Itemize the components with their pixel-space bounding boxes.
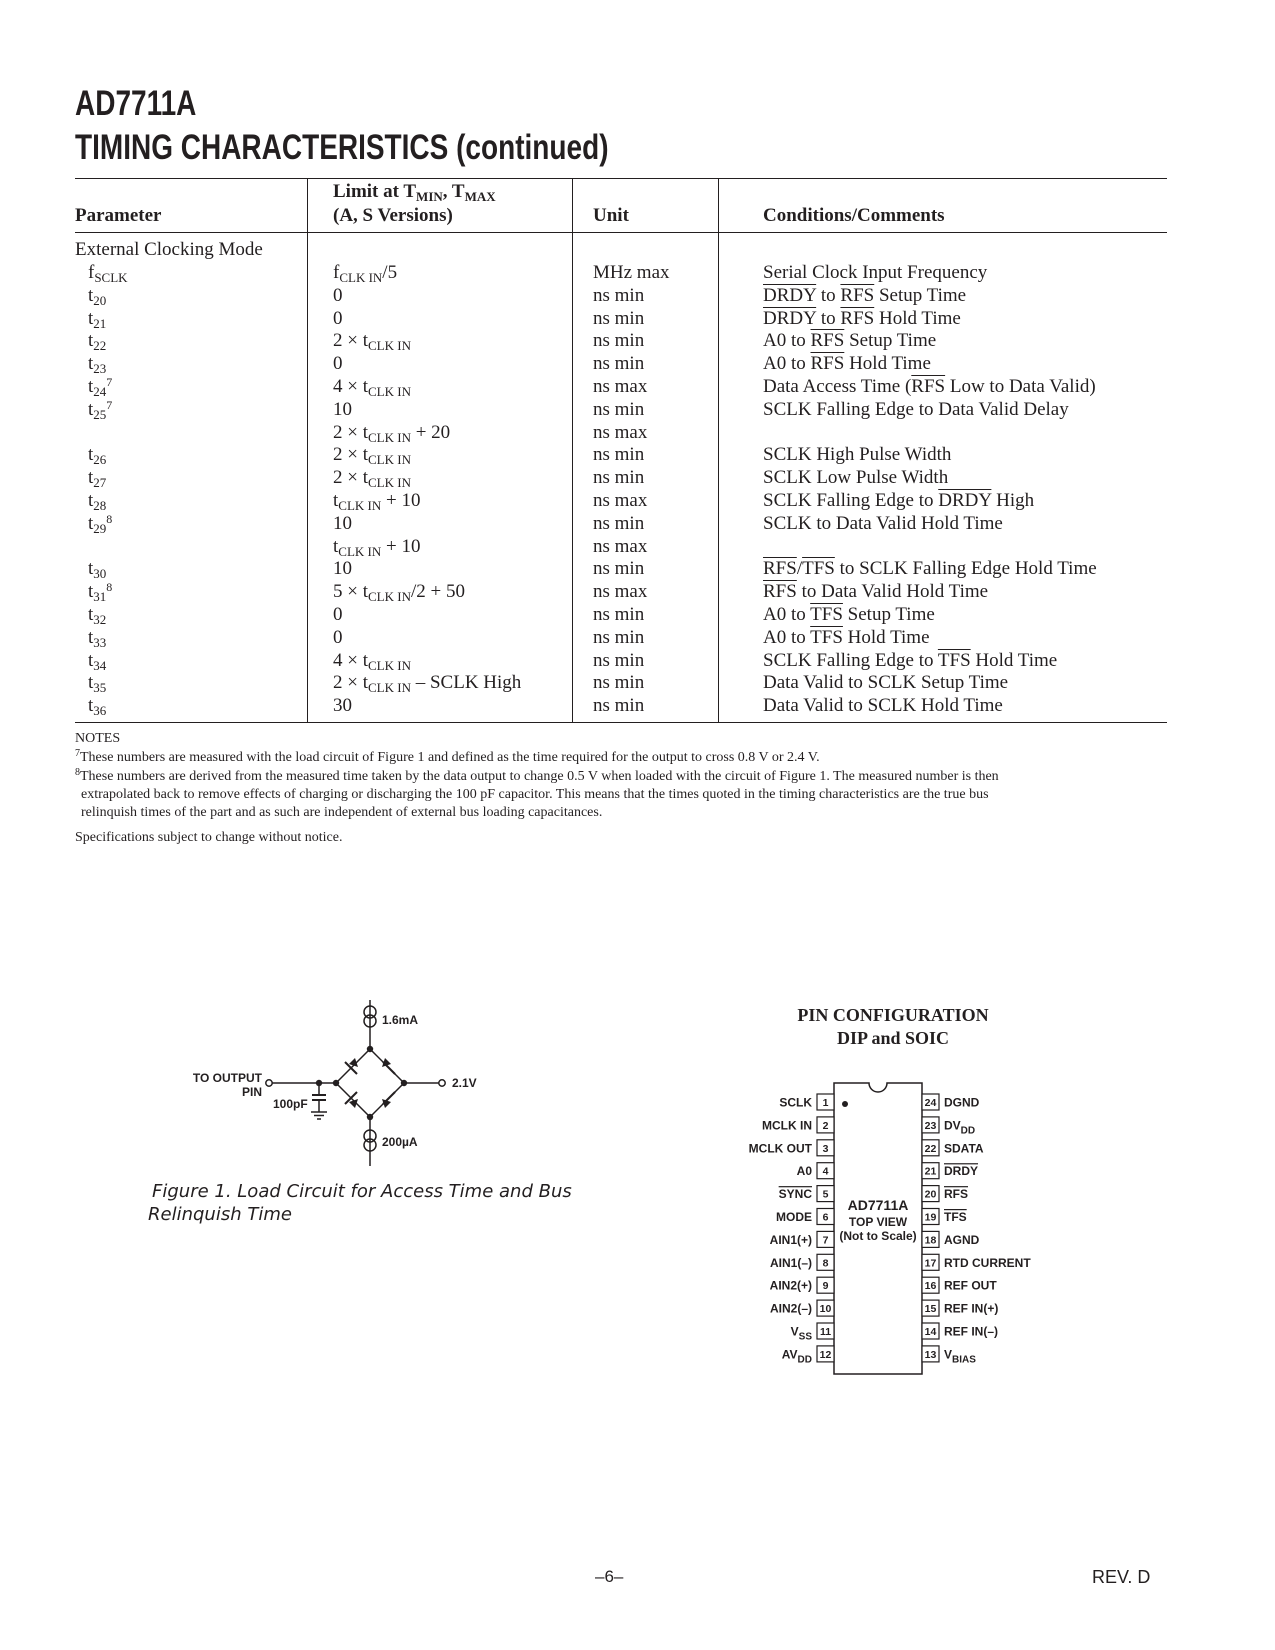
pin-name: A0 (796, 1164, 812, 1179)
header-limit-versions: (A, S Versions) (333, 205, 453, 226)
param-symbol: t (88, 444, 94, 466)
condition-text: to Data Valid Hold Time (796, 581, 989, 603)
pin-number: 13 (924, 1348, 937, 1361)
pin-config-title-line2: DIP and SOIC (836, 1028, 950, 1048)
param-subscript: 21 (93, 315, 107, 331)
unit-cell: ns max (593, 376, 648, 397)
unit-cell: ns min (593, 284, 645, 306)
unit-cell: ns min (593, 330, 645, 352)
param-footnote: 7 (106, 397, 113, 412)
chip-scale: (Not to Scale) (839, 1229, 917, 1243)
revision: REV. D (1092, 1567, 1151, 1587)
limit-value: 4 × t (333, 649, 368, 671)
unit-cell: ns min (593, 604, 645, 625)
section-label: External Clocking Mode (75, 239, 263, 260)
condition-text: Data Valid to SCLK Setup Time (763, 672, 1009, 694)
pin-name: MCLK IN (762, 1118, 812, 1133)
header-unit: Unit (593, 205, 629, 226)
header-limit-sub-min: MIN (416, 189, 443, 204)
param-footnote: 8 (106, 580, 113, 595)
param-subscript: 35 (93, 680, 107, 696)
condition-signal: $\overline{RFS}$ (911, 376, 946, 397)
param-symbol: t (88, 398, 94, 420)
label-to-output: TO OUTPUT (192, 1071, 262, 1085)
param-subscript: 30 (93, 566, 107, 582)
pin-name: AGND (944, 1232, 980, 1247)
pin-number: 12 (819, 1348, 832, 1361)
limit-suffix: + 10 (381, 490, 421, 511)
pin-name: DV (944, 1118, 961, 1133)
condition-text: Hold Time (970, 649, 1058, 671)
pin-name: REF IN(+) (944, 1301, 999, 1316)
pin-number: 6 (822, 1211, 829, 1224)
note-7-marker: 7 (75, 748, 80, 759)
pin-number: 14 (924, 1326, 937, 1338)
limit-suffix: + 20 (410, 421, 451, 443)
limit-value: 0 (333, 604, 343, 625)
pin-label (944, 1210, 967, 1224)
header-limit-text: Limit at T (333, 181, 417, 202)
pin-label (762, 1118, 812, 1132)
condition-signal: $\overline{TFS}$ (810, 604, 843, 625)
condition-text: High (991, 490, 1035, 511)
pin-config-title-line1: PIN CONFIGURATION (797, 1005, 989, 1025)
condition-text: Hold Time (874, 307, 961, 329)
limit-subscript: CLK IN (339, 270, 383, 285)
header-limit-sub-max: MAX (464, 189, 496, 204)
condition-signal: $\overline{TFS}$ (937, 649, 971, 671)
condition-text: SCLK to Data Valid Hold Time (763, 512, 1003, 534)
param-subscript: SCLK (94, 270, 128, 285)
limit-value: 2 × t (333, 467, 368, 489)
pin-label (791, 1325, 813, 1343)
pin-name: SDATA (944, 1141, 984, 1156)
condition-signal: $\overline{RFS}$ (810, 353, 845, 375)
param-subscript: 36 (93, 703, 107, 719)
pin-name: REF IN(–) (944, 1324, 998, 1339)
pin-name: RTD CURRENT (944, 1255, 1031, 1270)
param-subscript: 32 (93, 612, 107, 627)
condition-signal: DRDY (763, 284, 817, 306)
condition-signal: $\overline{RFS}$ (763, 581, 797, 603)
pin1-marker-icon (842, 1101, 848, 1107)
param-subscript: 23 (93, 361, 107, 377)
note-8-marker: 8 (75, 767, 80, 778)
param-footnote: 7 (106, 375, 113, 389)
limit-value: f (333, 262, 340, 283)
condition-signal: $\overline{TFS}$ (802, 558, 835, 580)
label-voltage: 2.1V (452, 1076, 477, 1090)
condition-signal: $\overline{TFS}$ (810, 626, 843, 648)
condition-text: to (816, 307, 841, 329)
pin-number: 17 (924, 1257, 937, 1270)
param-symbol: t (88, 353, 94, 375)
limit-value: 5 × t (333, 581, 368, 603)
limit-value: t (333, 535, 339, 557)
pin-label (944, 1141, 984, 1155)
limit-value: 2 × t (333, 330, 368, 352)
disclaimer: Specifications subject to change without notice. (75, 830, 343, 845)
condition-signal: DRDY (763, 307, 817, 329)
pin-number: 3 (822, 1142, 829, 1155)
condition-signal: DRDY (938, 490, 992, 511)
param-subscript: 29 (93, 520, 107, 536)
limit-subscript: CLK IN (368, 657, 411, 673)
condition-text: Hold Time (842, 626, 930, 648)
pin-label (944, 1325, 998, 1339)
note-8-text: These numbers are derived from the measured time taken by the data output to change 0.5 V when loaded with the circuit of Figure 1. The measured number is then (80, 769, 999, 784)
condition-text: Setup Time (842, 604, 935, 625)
param-symbol: t (88, 558, 94, 580)
pin-name: MCLK OUT (748, 1141, 812, 1156)
pin-number: 10 (819, 1303, 832, 1316)
param-subscript: 27 (93, 475, 107, 491)
limit-value: 0 (333, 626, 343, 648)
condition-text: SCLK Falling Edge to Data Valid Delay (763, 398, 1069, 420)
pin-name: AV (781, 1347, 798, 1362)
pin-name: SYNC (778, 1187, 812, 1202)
pin-name: AIN2(+) (769, 1278, 812, 1293)
pin-name: AIN1(–) (769, 1255, 812, 1270)
limit-value: t (333, 490, 339, 511)
unit-cell: ns min (593, 307, 645, 329)
pin-name: DRDY (944, 1164, 979, 1179)
limit-value: 4 × t (333, 376, 368, 397)
note-7-text: These numbers are measured with the load circuit of Figure 1 and defined as the time required for the output to cross 0.8 V or 2.4 V. (80, 750, 820, 765)
condition-text: to (816, 284, 841, 306)
pin-label (944, 1279, 997, 1293)
limit-subscript: CLK IN (338, 498, 382, 513)
limit-suffix: /5 (382, 262, 398, 283)
pin-label (749, 1141, 813, 1155)
pin-name: V (944, 1347, 953, 1362)
pin-name-subscript: DD (960, 1125, 976, 1137)
param-symbol: t (88, 672, 94, 694)
limit-subscript: CLK IN (368, 475, 411, 491)
limit-subscript: CLK IN (368, 680, 411, 696)
limit-value: 0 (333, 353, 343, 375)
pin-name-subscript: SS (798, 1331, 812, 1343)
param-symbol: t (88, 330, 94, 352)
condition-text: Hold Time (844, 353, 931, 375)
pin-name: MODE (776, 1210, 812, 1224)
limit-value: 2 × t (333, 672, 368, 694)
limit-value: 30 (333, 695, 352, 717)
pin-number: 4 (822, 1165, 829, 1178)
pin-label (770, 1279, 812, 1293)
limit-subscript: CLK IN (368, 589, 411, 605)
pin-label (779, 1096, 812, 1110)
note-8-line2: extrapolated back to remove effects of charging or discharging the 100 pF capacitor. This means that the times quoted in the timing characteristics are the true bus (81, 787, 989, 802)
page-title: TIMING CHARACTERISTICS (continued) (75, 128, 609, 167)
limit-value: 0 (333, 284, 343, 306)
param-subscript: 22 (93, 338, 107, 354)
param-subscript: 24 (93, 384, 107, 399)
pin-name: AIN1(+) (769, 1232, 812, 1247)
unit-cell: ns min (593, 398, 645, 420)
condition-text: SCLK Falling Edge to (763, 490, 939, 511)
pin-number: 2 (822, 1119, 829, 1132)
param-symbol: t (88, 307, 94, 329)
condition-signal: $\overline{RFS}$ (763, 558, 797, 580)
pin-label (944, 1118, 975, 1136)
condition-signal: $\overline{RFS}$ (810, 330, 845, 352)
part-number: AD7711A (75, 84, 197, 123)
pin-name-subscript: BIAS (952, 1354, 976, 1366)
pin-number: 15 (924, 1303, 937, 1316)
unit-cell: ns min (593, 558, 645, 580)
param-symbol: t (88, 376, 94, 397)
label-capacitor: 100pF (273, 1097, 308, 1111)
condition-text: SCLK Low Pulse Width (763, 467, 949, 489)
param-subscript: 26 (93, 452, 107, 468)
param-footnote: 8 (106, 511, 113, 526)
label-bottom-source: 200µA (382, 1135, 418, 1149)
limit-value: 2 × t (333, 444, 368, 466)
condition-text: A0 to (763, 626, 811, 648)
page-number: –6– (595, 1567, 624, 1586)
param-symbol: t (88, 626, 94, 648)
header-conditions: Conditions/Comments (763, 205, 945, 226)
limit-subscript: CLK IN (338, 543, 382, 559)
condition-signal: $\overline{RFS}$ (840, 307, 875, 329)
pin-name: RFS (944, 1187, 968, 1202)
condition-text: A0 to (763, 604, 811, 625)
chip-view: TOP VIEW (848, 1215, 908, 1229)
unit-cell: ns max (593, 421, 648, 443)
pin-label (770, 1256, 812, 1270)
param-symbol: t (88, 581, 94, 603)
limit-subscript: CLK IN (368, 338, 411, 354)
limit-subscript: CLK IN (368, 429, 411, 445)
label-top-source: 1.6mA (382, 1013, 419, 1027)
pin-label (770, 1302, 812, 1316)
pin-name: TFS (944, 1210, 967, 1224)
pin-number: 19 (924, 1211, 937, 1224)
param-subscript: 28 (93, 498, 107, 513)
pin-name: DGND (944, 1095, 980, 1110)
pin-number: 21 (924, 1165, 937, 1178)
pin-number: 7 (822, 1234, 829, 1247)
unit-cell: ns max (593, 490, 648, 511)
pin-number: 24 (924, 1097, 937, 1109)
pin-label (779, 1187, 813, 1201)
unit-cell: ns min (593, 512, 645, 534)
param-subscript: 25 (93, 406, 107, 422)
condition-text: Data Access Time ( (763, 376, 912, 397)
unit-cell: ns min (593, 649, 645, 671)
figure-caption-line1: Figure 1. Load Circuit for Access Time and Bus (152, 1181, 572, 1202)
condition-text: Data Valid to SCLK Hold Time (763, 695, 1003, 717)
param-subscript: 20 (93, 292, 107, 308)
limit-value: 0 (333, 307, 343, 329)
param-subscript: 34 (93, 657, 107, 673)
pin-label (944, 1187, 968, 1201)
pin-label (944, 1256, 1031, 1270)
figure-caption-line2: Relinquish Time (148, 1204, 292, 1225)
pin-number: 20 (924, 1188, 937, 1201)
pin-label (944, 1096, 980, 1110)
unit-cell: ns min (593, 444, 645, 466)
param-symbol: t (88, 490, 94, 511)
chip-name: AD7711A (847, 1197, 909, 1213)
unit-cell: ns min (593, 467, 645, 489)
unit-cell: MHz max (593, 262, 670, 283)
param-symbol: t (88, 604, 94, 625)
pin-label (797, 1164, 813, 1178)
condition-text: A0 to (763, 330, 811, 352)
unit-cell: ns max (593, 535, 648, 557)
pin-name: SCLK (779, 1095, 812, 1110)
pin-name: REF OUT (944, 1278, 997, 1293)
condition-text: to SCLK Falling Edge Hold Time (834, 558, 1097, 580)
pin-number: 1 (822, 1097, 829, 1109)
param-symbol: f (88, 262, 95, 283)
condition-text: A0 to (763, 353, 811, 375)
pin-number: 18 (924, 1234, 937, 1247)
label-pin: PIN (241, 1085, 262, 1099)
pin-label (944, 1302, 998, 1316)
param-symbol: t (88, 512, 94, 534)
param-subscript: 31 (93, 589, 107, 605)
condition-signal: $\overline{RFS}$ (840, 284, 875, 306)
unit-cell: ns min (593, 353, 645, 375)
header-limit-comma: , T (442, 181, 465, 202)
param-symbol: t (88, 649, 94, 671)
pin-label (776, 1210, 812, 1224)
pin-number: 8 (822, 1257, 829, 1270)
header-parameter: Parameter (75, 205, 162, 226)
pin-name: AIN2(–) (769, 1301, 812, 1316)
pin-label (770, 1233, 812, 1247)
limit-suffix: + 10 (381, 535, 421, 557)
param-symbol: t (88, 467, 94, 489)
limit-suffix: /2 + 50 (410, 581, 465, 603)
unit-cell: ns min (593, 672, 645, 694)
pin-number: 5 (822, 1188, 829, 1201)
unit-cell: ns min (593, 695, 645, 717)
condition-text: Setup Time (874, 284, 967, 306)
pin-number: 16 (924, 1280, 937, 1293)
condition-text: Low to Data Valid) (945, 376, 1096, 397)
note-8-line3: relinquish times of the part and as such are independent of external bus loading capacitances. (81, 805, 603, 820)
pin-label (782, 1347, 812, 1365)
pin-number: 11 (819, 1326, 832, 1338)
unit-cell: ns min (593, 626, 645, 648)
limit-suffix: – SCLK High (410, 672, 522, 694)
pin-number: 23 (924, 1119, 937, 1132)
pin-label (944, 1233, 980, 1247)
condition-text: / (796, 558, 803, 580)
pin-number: 22 (924, 1142, 937, 1155)
pin-number: 9 (822, 1280, 829, 1293)
pin-label (944, 1347, 976, 1365)
pin-label (944, 1164, 978, 1178)
unit-cell: ns max (593, 581, 648, 603)
limit-value: 10 (333, 512, 352, 534)
limit-value: 10 (333, 398, 352, 420)
condition-text: Setup Time (844, 330, 937, 352)
param-subscript: 33 (93, 634, 107, 650)
limit-subscript: CLK IN (368, 384, 411, 399)
limit-value: 10 (333, 558, 352, 580)
limit-subscript: CLK IN (368, 452, 411, 468)
param-symbol: t (88, 284, 94, 306)
param-symbol: t (88, 695, 94, 717)
limit-value: 2 × t (333, 421, 368, 443)
notes-heading: NOTES (75, 731, 121, 746)
condition-text: SCLK High Pulse Width (763, 444, 952, 466)
pin-name: V (790, 1324, 799, 1339)
condition-text: SCLK Falling Edge to (763, 649, 938, 671)
pin-name-subscript: DD (797, 1354, 812, 1366)
condition-text: Serial Clock Input Frequency (763, 262, 988, 283)
